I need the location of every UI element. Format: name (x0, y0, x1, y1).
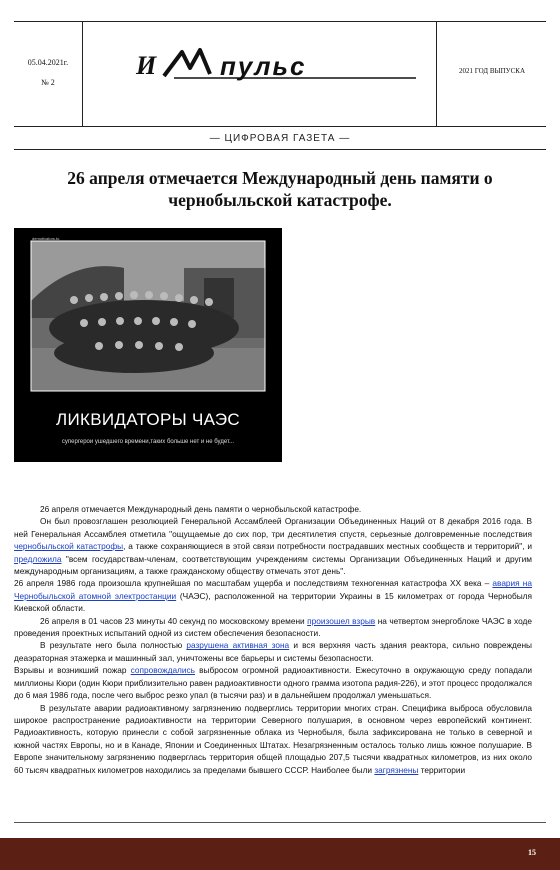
paragraph-4: 26 апреля в 01 часов 23 минуты 40 секунд по московскому времени произошел взрыв на четвертом энергоблоке ЧАЭС в ходе проведения проектных испытаний одной из систем обеспечения безопасности. (14, 615, 532, 639)
photo-subcaption: супергерои ушедшего времени,таких больше нет и не будет... (61, 439, 235, 445)
article-body (14, 503, 532, 776)
paragraph-2: Он был провозглашен резолюцией Генеральной Ассамблеей Организации Объединенных Наций от 8 декабря 2016 года. В ней Генеральная Ассамблея отметила "ощущаемые до сих пор, три десятилетия спустя, серьезные долговременные последствия чернобыльской катастрофы, а также сохраняющиеся в этой связи потребности пострадавших местных сообществ и территорий", и предложила "всем государствам-членам, соответствующим учреждениям системы Организации Объединенных Наций и другим международным организациям, а также гражданскому обществу отмечать этот день". (14, 516, 532, 577)
header-bottom-rule (14, 126, 546, 127)
tagline-rule (14, 149, 546, 150)
photo-caption: ЛИКВИДАТОРЫ ЧАЭС (56, 410, 240, 429)
paragraph-6: Взрывы и возникший пожар сопровождались выбросом огромной радиоактивности. Ежесуточно в окружающую среду попадали миллионы Кюри (один Кюри приблизительно равен радиоактивности одного грамма изотопа радия-226), и этот процесс продолжался до 6 мая 1986 года, после чего выброс резко упал (в тысячи раз) и в дальнейшем продолжал уменьшаться. (14, 665, 532, 701)
link-contaminated[interactable]: загрязнены (374, 764, 419, 775)
link-chernobyl-catastrophe[interactable]: чернобыльской катастрофы (14, 541, 124, 552)
paragraph-5: В результате него была полностью разрушена активная зона и вся верхняя часть здания реактора, сильно повреждены деаэраторная этажерка и машинный зал, уничтожены все барьеры и системы безопасности. (14, 640, 532, 663)
link-chaes-accident[interactable]: авария на Чернобыльской атомной электростанции (14, 578, 532, 601)
year-note: 2021 ГОД ВЫПУСКА (458, 67, 526, 75)
link-proposed[interactable]: предложила (14, 553, 62, 564)
liquidators-photo (14, 228, 282, 462)
article-title: 26 апреля отмечается Международный день памяти о чернобыльской катастрофе. (67, 168, 493, 210)
svg-text:пульс: пульс (220, 51, 307, 81)
page-bottom-rule (14, 822, 546, 823)
photo-watermark: demotivators.to (32, 236, 60, 241)
svg-text:И: И (136, 51, 157, 80)
issue-date: 05.04.2021г. (27, 58, 69, 67)
issue-number: № 2 (41, 78, 55, 87)
page-number: 15 (528, 848, 536, 857)
link-core-destroyed[interactable]: разрушена активная зона (186, 640, 290, 651)
newspaper-logo (130, 44, 420, 88)
header-top-rule (14, 21, 546, 22)
header-divider-left (82, 21, 83, 126)
footer-bar (0, 838, 560, 870)
tagline: — ЦИФРОВАЯ ГАЗЕТА — (209, 133, 351, 144)
paragraph-3: 26 апреля 1986 года произошла крупнейшая по масштабам ущерба и последствиям техногенная катастрофа XX века – авария на Чернобыльской атомной электростанции (ЧАЭС), расположенной на территории Украины в 15 километрах от города Чернобыля Киевской области. (14, 578, 533, 614)
link-accompanied[interactable]: сопровождались (130, 665, 196, 676)
paragraph-7: В результате аварии радиоактивному загрязнению подверглись территории многих стран. Специфика выброса обусловила широкое распространение радиоактивности на территории Северного полушария, в основном через европейский континент. Радиоактивность, которую принесли с собой загрязненные облака из Чернобыля, была зафиксирована не только в северной и южной частях Европы, но и в Канаде, Японии и Соединенных Штатах. Незагрязненным осталось только лишь южное полушарие. В Европе значительному загрязнению подверглась территория общей площадью 207,5 тысячи квадратных километров, из них около 60 тысяч квадратных километров находились за пределами бывшего СССР. Наиболее были загрязнены территории (14, 702, 532, 775)
link-explosion[interactable]: произошел взрыв (307, 615, 376, 626)
paragraph-1: 26 апреля отмечается Международный день памяти о чернобыльской катастрофе. (40, 504, 362, 514)
